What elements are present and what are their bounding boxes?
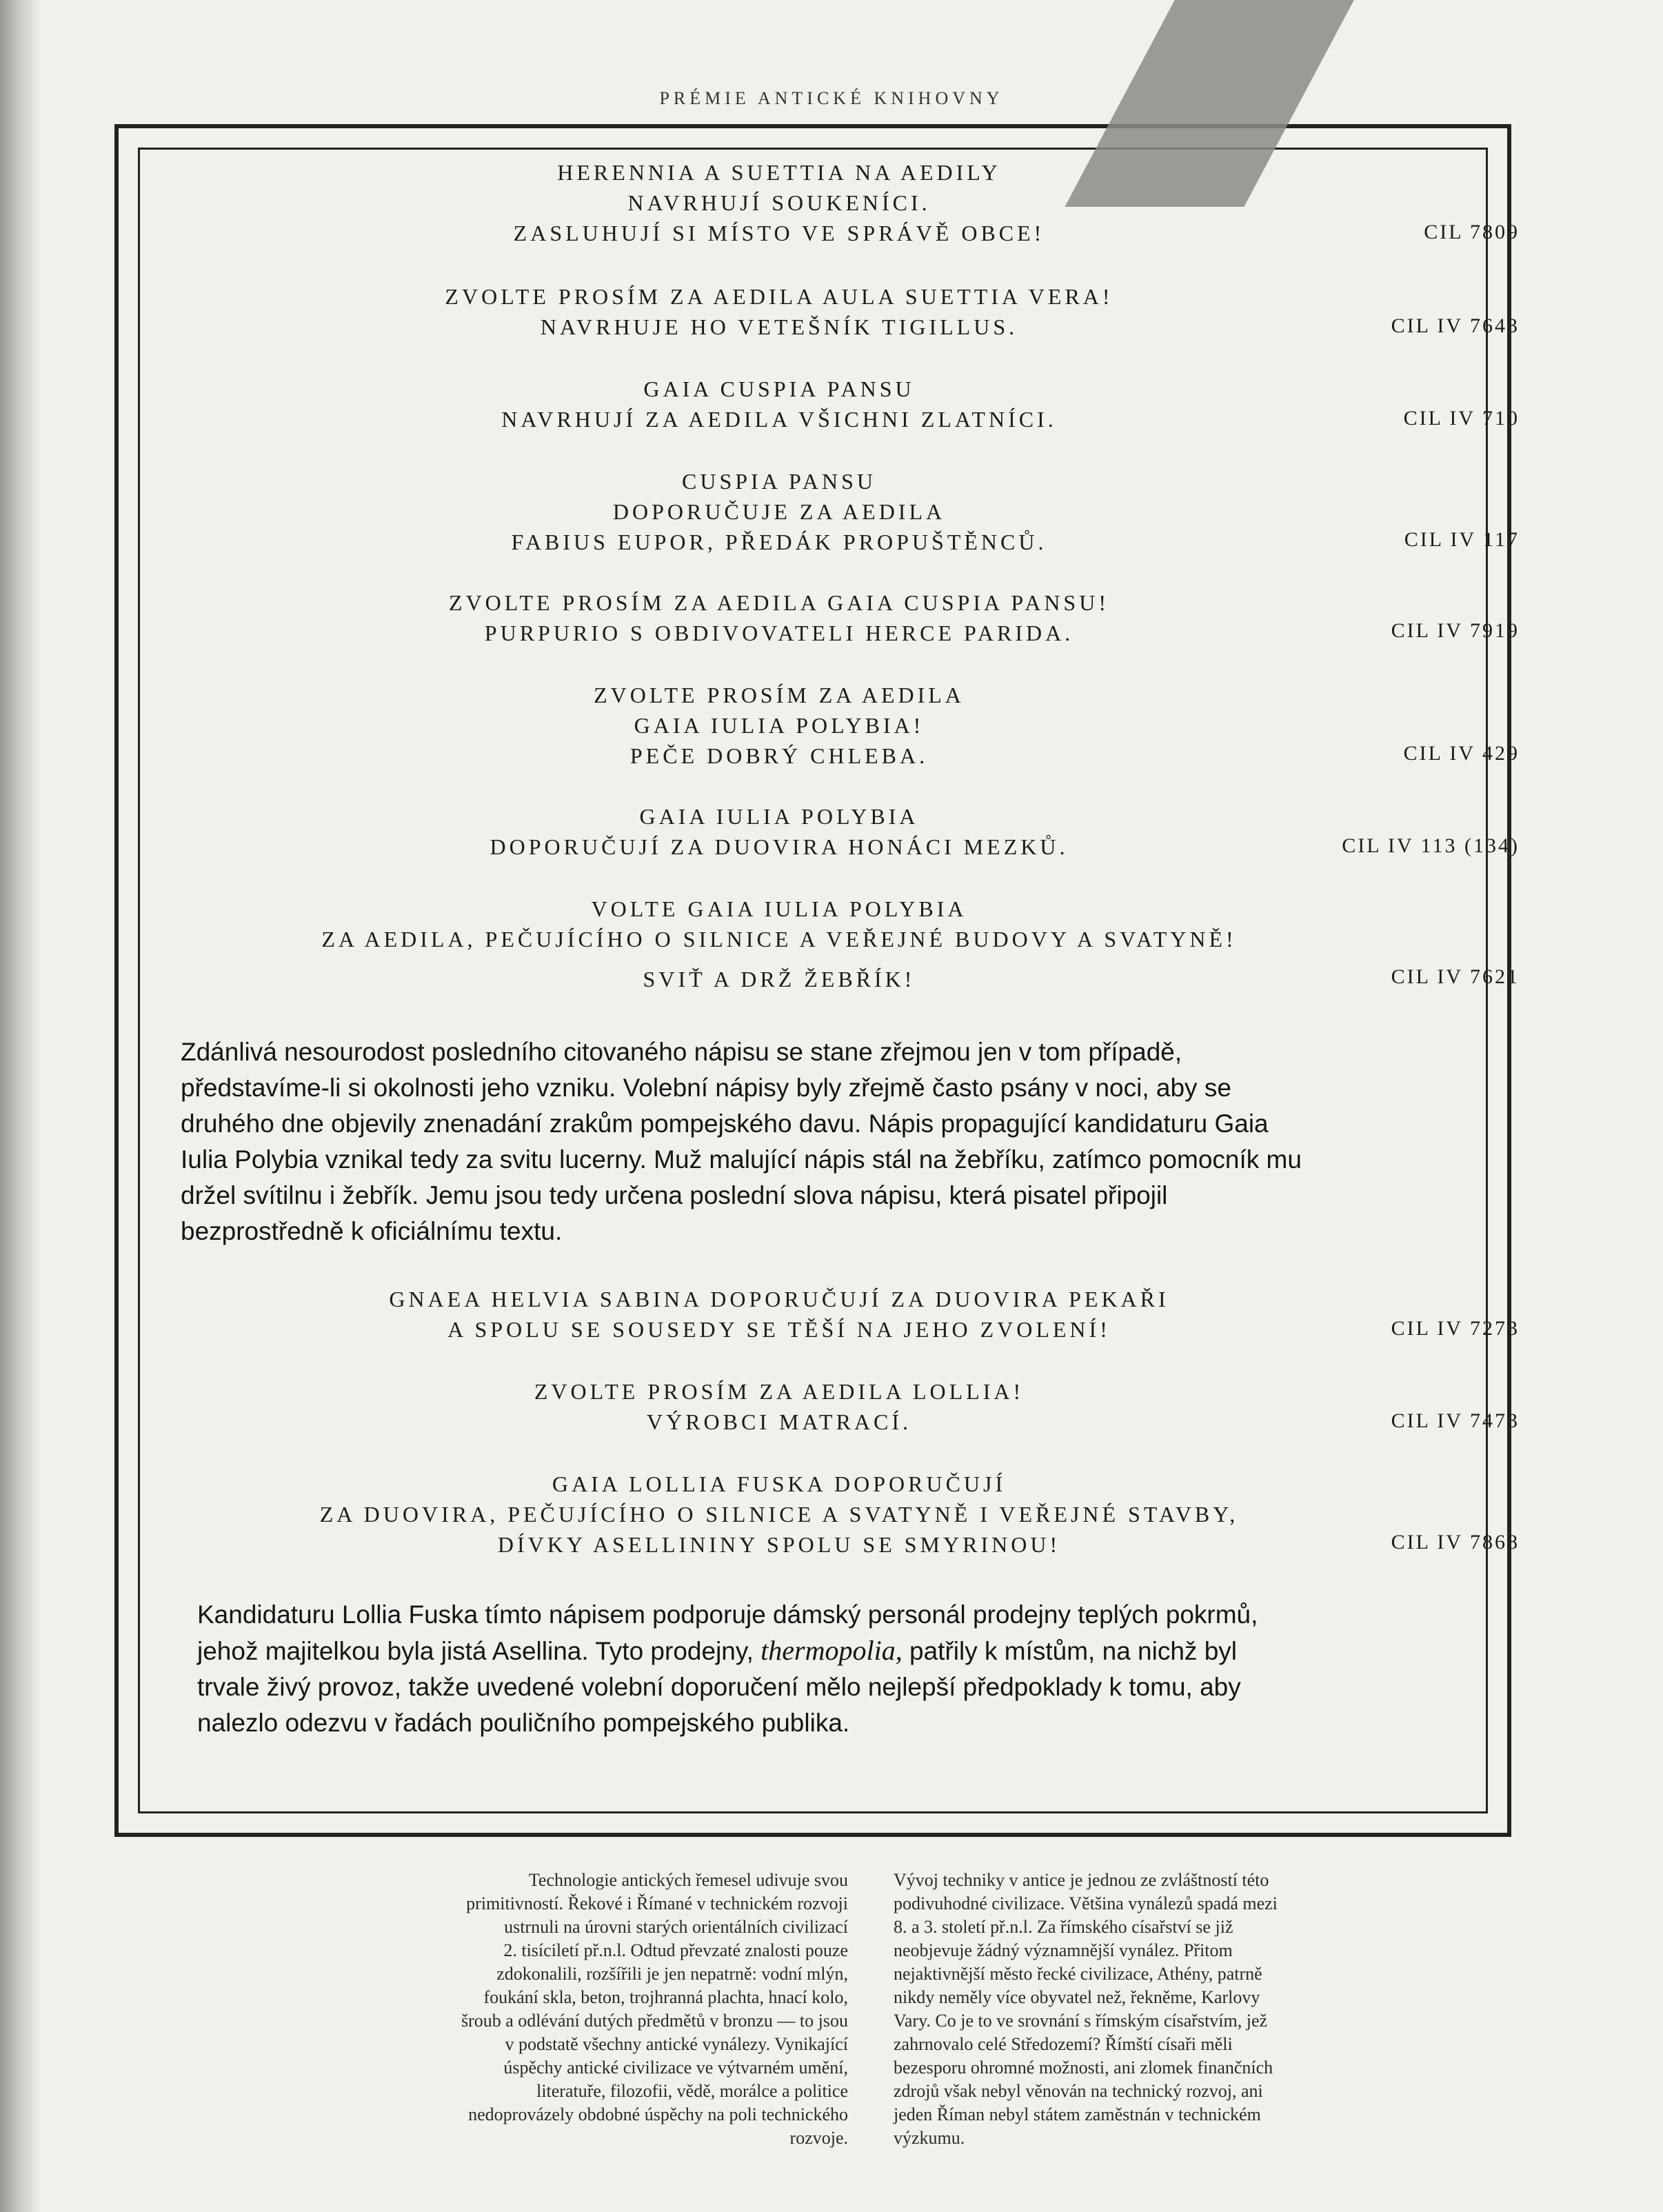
inscription: [193, 1469, 1365, 1560]
inscription-line: GAIA LOLLIA FUSKA DOPORUČUJÍ: [552, 1471, 1007, 1496]
footer-line: zahrnovalo celé Středozemí? Římští císaři měli: [894, 2034, 1233, 2054]
inscription: [193, 801, 1365, 862]
footer-line: Vývoj techniky v antice je jednou ze zvláštností této: [894, 1870, 1269, 1890]
paragraph-line: druhého dne objevily znenadání zrakům pompejského davu. Nápis propagující kandidaturu Gaia: [181, 1109, 1269, 1138]
paragraph-line: trvale živý provoz, takže uvedené volební doporučení mělo nejlepší předpoklady k tomu, aby: [197, 1673, 1241, 1701]
footer-line: v podstatě všechny antické vynálezy. Vynikající: [505, 2034, 848, 2054]
citation: CIL IV 117: [1404, 528, 1520, 551]
footer-line: 2. tisíciletí př.n.l. Odtud převzaté znalosti pouze: [503, 1940, 848, 1960]
inscription-line: VÝROBCI MATRACÍ.: [646, 1409, 912, 1434]
inscription-line: ZA DUOVIRA, PEČUJÍCÍHO O SILNICE A SVATYNĚ I VEŘEJNÉ STAVBY,: [319, 1502, 1239, 1527]
footer-line: nejaktivnější město řecké civilizace, Athény, patrně: [894, 1964, 1262, 1984]
paragraph-line: nalezlo odezvu v řadách pouličního pompejského publika.: [197, 1709, 850, 1737]
paragraph-line: Zdánlivá nesourodost posledního citovaného nápisu se stane zřejmou jen v tom případě,: [181, 1038, 1182, 1066]
footer-line: nedoprovázely obdobné úspěchy na poli technického: [468, 2104, 848, 2124]
inscription: [193, 587, 1365, 648]
footer-line: zdokonalili, rozšířili je jen nepatrně: vodní mlýn,: [496, 1964, 848, 1984]
footer-line: jeden Říman nebyl státem zaměstnán v technickém: [894, 2104, 1261, 2124]
citation: CIL IV 7919: [1391, 619, 1520, 642]
paragraph-text: jehož majitelkou byla jistá Asellina. Tyto prodejny,: [197, 1637, 761, 1665]
inscription: [193, 374, 1365, 434]
inscription-line: PEČE DOBRÝ CHLEBA.: [629, 743, 929, 768]
citation: CIL IV 429: [1403, 742, 1520, 765]
commentary-paragraph: [197, 1597, 1549, 1741]
inscription-line: NAVRHUJÍ ZA AEDILA VŠICHNI ZLATNÍCI.: [501, 407, 1057, 432]
inscription-line: DÍVKY ASELLININY SPOLU SE SMYRINOU!: [497, 1532, 1061, 1557]
paragraph-line: Kandidaturu Lollia Fuska tímto nápisem podporuje dámský personál prodejny teplých pokrmů,: [197, 1600, 1258, 1629]
inscription: [193, 1284, 1365, 1345]
paragraph-line: bezprostředně k oficiálnímu textu.: [181, 1217, 563, 1245]
inscription-line: SVIŤ A DRŽ ŽEBŘÍK!: [643, 967, 916, 992]
inscription-line: CUSPIA PANSU: [681, 469, 877, 494]
inscription-line: ZVOLTE PROSÍM ZA AEDILA GAIA CUSPIA PANSU!: [449, 590, 1109, 615]
footer-line: nikdy neměly více obyvatel než, řekněme, Karlovy: [894, 1987, 1260, 2007]
inscription-line: HERENNIA A SUETTIA NA AEDILY: [557, 160, 1001, 185]
inscription-line: NAVRHUJE HO VETEŠNÍK TIGILLUS.: [540, 314, 1018, 339]
inscription: [193, 894, 1365, 994]
footer-line: Technologie antických řemesel udivuje svou: [528, 1870, 848, 1890]
inscription: [193, 1376, 1365, 1437]
inscription-line: NAVRHUJÍ SOUKENÍCI.: [627, 190, 931, 215]
citation: CIL IV 7473: [1391, 1409, 1520, 1432]
paragraph-line: Iulia Polybia vznikal tedy za svitu lucerny. Muž malující nápis stál na žebříku, zatímco pomocník mu: [181, 1145, 1302, 1174]
inscription-line: ZVOLTE PROSÍM ZA AEDILA AULA SUETTIA VERA!: [445, 284, 1113, 309]
inscription-line: PURPURIO S OBDIVOVATELI HERCE PARIDA.: [484, 621, 1074, 645]
footer-line: literatuře, filozofii, vědě, morálce a politice: [536, 2081, 848, 2101]
inscription-line: ZA AEDILA, PEČUJÍCÍHO O SILNICE A VEŘEJNÉ BUDOVY A SVATYNĚ!: [321, 927, 1237, 952]
footer-right-column: [894, 1869, 1307, 2150]
inscription-line: ZASLUHUJÍ SI MÍSTO VE SPRÁVĚ OBCE!: [513, 221, 1045, 245]
running-header: PRÉMIE ANTICKÉ KNIHOVNY: [659, 88, 1004, 108]
inscription: [193, 680, 1365, 771]
footer-line: neobjevuje žádný významnější vynález. Přitom: [894, 1940, 1233, 1960]
footer-line: 8. a 3. století př.n.l. Za římského císařství se již: [894, 1917, 1233, 1937]
inscription-line: FABIUS EUPOR, PŘEDÁK PROPUŠTĚNCŮ.: [511, 530, 1047, 554]
paragraph-text: patřily k místům, na nichž byl: [902, 1637, 1237, 1665]
footer-line: podivuhodné civilizace. Většina vynálezů spadá mezi: [894, 1893, 1278, 1913]
italic-term: thermopolia,: [760, 1635, 903, 1666]
footer-line: zdrojů však nebyl věnován na technický rozvoj, ani: [894, 2081, 1263, 2101]
paragraph-line: držel svítilnu i žebřík. Jemu jsou tedy určena poslední slova nápisu, která pisatel připojil: [181, 1181, 1168, 1209]
inscription-line: ZVOLTE PROSÍM ZA AEDILA LOLLIA!: [534, 1379, 1025, 1404]
inscription-line: DOPORUČUJE ZA AEDILA: [612, 499, 946, 524]
inscription-line: A SPOLU SE SOUSEDY SE TĚŠÍ NA JEHO ZVOLENÍ!: [447, 1317, 1111, 1342]
inscription-line: GNAEA HELVIA SABINA DOPORUČUJÍ ZA DUOVIRA PEKAŘI: [389, 1287, 1169, 1311]
footer-line: šroub a odlévání dutých předmětů v bronzu — to jsou: [461, 2011, 848, 2031]
citation: CIL 7809: [1424, 221, 1520, 243]
inscription-line: ZVOLTE PROSÍM ZA AEDILA: [594, 683, 965, 707]
inscription-line: GAIA IULIA POLYBIA: [639, 804, 919, 829]
citation: CIL IV 7273: [1391, 1317, 1520, 1340]
citation: CIL IV 7868: [1391, 1531, 1520, 1554]
citation: CIL IV 7643: [1391, 314, 1520, 337]
footer-line: úspěchy antické civilizace ve výtvarném umění,: [503, 2058, 848, 2078]
inscription: [193, 466, 1365, 557]
paragraph-line: [197, 1633, 1549, 1669]
footer-line: rozvoje.: [789, 2128, 848, 2148]
footer-line: bezesporu ohromné možnosti, ani zlomek finančních: [894, 2058, 1273, 2078]
citation: CIL IV 710: [1403, 407, 1520, 430]
footer-line: primitivností. Řekové i Římané v technickém rozvoji: [466, 1893, 848, 1913]
inscription-line: GAIA CUSPIA PANSU: [643, 376, 915, 401]
footer-line: Vary. Co je to ve srovnání s římským císařstvím, jež: [894, 2011, 1268, 2031]
footer-line: výzkumu.: [894, 2128, 965, 2148]
footer-line: foukání skla, beton, trojhranná plachta, hnací kolo,: [483, 1987, 848, 2007]
commentary-paragraph: [181, 1034, 1532, 1249]
inscription-line: VOLTE GAIA IULIA POLYBIA: [591, 896, 967, 921]
footer-line: ustrnuli na úrovni starých orientálních civilizací: [504, 1917, 848, 1937]
inscription-line: GAIA IULIA POLYBIA!: [634, 713, 925, 738]
inscription-line: DOPORUČUJÍ ZA DUOVIRA HONÁCI MEZKŮ.: [490, 834, 1069, 859]
inscription: [193, 281, 1365, 342]
footer-left-column: [434, 1869, 848, 2150]
paragraph-line: představíme-li si okolnosti jeho vzniku. Volební nápisy byly zřejmě často psány v noci, aby se: [181, 1074, 1231, 1102]
citation: CIL IV 7621: [1391, 965, 1520, 988]
citation: CIL IV 113 (134): [1342, 834, 1520, 857]
